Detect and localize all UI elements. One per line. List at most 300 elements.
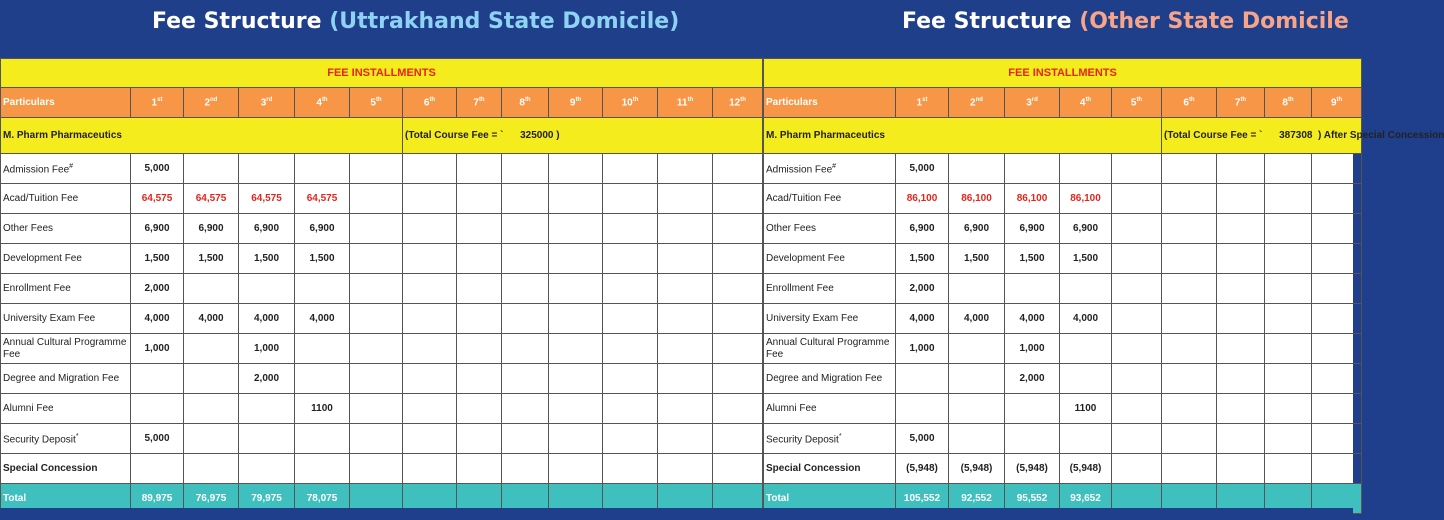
left-heading-subtitle: (Uttrakhand State Domicile)	[329, 9, 680, 34]
fee-row	[1, 454, 763, 484]
fee-value	[502, 394, 549, 424]
installment-suffix: th	[1336, 96, 1343, 103]
fee-value	[1112, 214, 1162, 244]
fee-value	[603, 424, 658, 454]
fee-value	[549, 454, 603, 484]
fee-value	[1217, 244, 1265, 274]
fee-value	[239, 424, 295, 454]
installment-number: 7	[473, 97, 479, 109]
fee-value	[457, 154, 502, 184]
installment-header	[131, 88, 184, 118]
fee-value	[896, 394, 949, 424]
particulars-header: Particulars	[1, 88, 131, 118]
fee-value	[1005, 394, 1060, 424]
fee-value	[658, 274, 713, 304]
fee-value	[713, 394, 763, 424]
course-row	[1, 118, 763, 154]
fee-particular	[1, 214, 131, 244]
fee-value	[549, 244, 603, 274]
fee-particular-label: Other Fees	[3, 222, 54, 234]
fee-value	[1312, 304, 1362, 334]
fee-value	[502, 364, 549, 394]
installment-header	[896, 88, 949, 118]
fee-value	[1265, 184, 1312, 214]
fee-value: 1,500	[239, 244, 295, 274]
installment-suffix: th	[478, 96, 485, 103]
fee-value	[502, 304, 549, 334]
course-name: M. Pharm Pharmaceutics	[764, 118, 1162, 154]
fee-value	[603, 154, 658, 184]
fee-value	[1217, 394, 1265, 424]
installment-number: 3	[1026, 97, 1032, 109]
fee-value: 4,000	[1005, 304, 1060, 334]
installment-header	[603, 88, 658, 118]
installment-number: 5	[370, 97, 376, 109]
fee-value	[295, 334, 350, 364]
fee-row	[1, 274, 763, 304]
fee-value	[350, 304, 403, 334]
fee-value	[713, 304, 763, 334]
fee-value: 64,575	[295, 184, 350, 214]
installment-number: 12	[729, 97, 741, 109]
fee-value: 2,000	[1005, 364, 1060, 394]
fee-row	[1, 214, 763, 244]
fee-particular	[764, 304, 896, 334]
fee-particular	[764, 214, 896, 244]
fee-value	[549, 304, 603, 334]
fee-value	[184, 334, 239, 364]
fee-value	[713, 244, 763, 274]
fee-row	[764, 154, 1362, 184]
fee-value	[457, 454, 502, 484]
fee-value	[1162, 154, 1217, 184]
fee-value	[658, 424, 713, 454]
installment-header	[658, 88, 713, 118]
fee-value	[549, 184, 603, 214]
fee-particular-label: Development Fee	[766, 252, 845, 264]
fee-value: 4,000	[239, 304, 295, 334]
installment-header	[1265, 88, 1312, 118]
fee-value: 4,000	[949, 304, 1005, 334]
fee-particular-label: Acad/Tuition Fee	[3, 192, 79, 204]
fee-value	[1112, 184, 1162, 214]
installment-number: 4	[1079, 97, 1086, 109]
fee-value	[457, 364, 502, 394]
fee-particular	[764, 394, 896, 424]
fee-particular-label: Other Fees	[766, 222, 817, 234]
fee-value	[713, 184, 763, 214]
fee-value	[1312, 394, 1362, 424]
fee-particular-label: Admission Fee	[766, 164, 833, 176]
fee-value	[713, 334, 763, 364]
fee-value	[457, 424, 502, 454]
installment-header	[239, 88, 295, 118]
fee-value	[502, 454, 549, 484]
total-value: 79,975	[239, 484, 295, 514]
fee-row	[764, 274, 1362, 304]
fee-value	[131, 394, 184, 424]
fee-row	[1, 394, 763, 424]
fee-particular	[764, 154, 896, 184]
fee-row	[764, 244, 1362, 274]
fee-value	[1162, 334, 1217, 364]
fee-particular-label: Admission Fee	[3, 164, 70, 176]
installment-number: 2	[204, 97, 211, 109]
fee-value: 5,000	[896, 424, 949, 454]
fee-value	[295, 424, 350, 454]
fee-value	[603, 454, 658, 484]
installment-suffix: th	[632, 96, 639, 103]
fee-value	[1060, 424, 1112, 454]
fee-value	[1265, 454, 1312, 484]
fee-row	[1, 334, 763, 364]
fee-particular	[1, 424, 131, 454]
installment-number: 9	[1330, 97, 1337, 109]
fee-value	[1312, 334, 1362, 364]
fee-row	[1, 184, 763, 214]
fee-value	[1112, 334, 1162, 364]
fee-value	[713, 154, 763, 184]
installment-suffix: st	[157, 96, 163, 103]
header-row	[764, 88, 1362, 118]
fee-value	[1217, 214, 1265, 244]
fee-value	[1312, 274, 1362, 304]
fee-value	[295, 154, 350, 184]
fee-value	[896, 364, 949, 394]
fee-row	[764, 184, 1362, 214]
fee-value	[1312, 184, 1362, 214]
fee-value	[1005, 424, 1060, 454]
installment-suffix: th	[1287, 96, 1294, 103]
fee-value	[603, 214, 658, 244]
total-value: 95,552	[1005, 484, 1060, 514]
installment-suffix: th	[687, 96, 694, 103]
fee-value	[1060, 274, 1112, 304]
fee-value	[1265, 214, 1312, 244]
fee-value	[1005, 274, 1060, 304]
fee-value	[1265, 244, 1312, 274]
fee-value: 86,100	[1060, 184, 1112, 214]
left-heading-title: Fee Structure	[152, 9, 322, 34]
fee-value: 1,500	[1060, 244, 1112, 274]
fee-row	[764, 214, 1362, 244]
fee-value	[1312, 364, 1362, 394]
fee-value: 6,900	[896, 214, 949, 244]
fee-value: 6,900	[949, 214, 1005, 244]
fee-value	[1312, 244, 1362, 274]
installments-label: FEE INSTALLMENTS	[764, 59, 1362, 88]
installment-suffix: th	[321, 96, 328, 103]
page-header	[0, 0, 1353, 55]
fee-value: (5,948)	[896, 454, 949, 484]
fee-row	[1, 154, 763, 184]
installment-suffix: th	[375, 96, 382, 103]
fee-value	[1217, 424, 1265, 454]
installment-suffix: th	[1240, 96, 1247, 103]
fee-value	[1060, 154, 1112, 184]
total-value: 78,075	[295, 484, 350, 514]
installment-number: 5	[1130, 97, 1137, 109]
fee-value: 64,575	[239, 184, 295, 214]
fee-value	[1162, 424, 1217, 454]
right-heading-subtitle: (Other State Domicile	[1079, 9, 1349, 34]
fee-value: 64,575	[184, 184, 239, 214]
fee-particular-label: University Exam Fee	[3, 312, 96, 324]
fee-value	[1112, 304, 1162, 334]
fee-value	[1162, 454, 1217, 484]
fee-value	[1217, 304, 1265, 334]
fee-value	[350, 274, 403, 304]
fee-value: 86,100	[1005, 184, 1060, 214]
fee-value	[350, 214, 403, 244]
fee-value	[295, 364, 350, 394]
fee-value: 1,000	[896, 334, 949, 364]
fee-value	[1217, 364, 1265, 394]
fee-value	[949, 424, 1005, 454]
fee-value: 4,000	[1060, 304, 1112, 334]
fee-value: (5,948)	[1060, 454, 1112, 484]
installment-suffix: nd	[210, 96, 218, 103]
fee-value	[1312, 154, 1362, 184]
total-course-fee: (Total Course Fee = ` 325000 )	[403, 118, 763, 154]
fee-value	[549, 424, 603, 454]
fee-value	[1162, 394, 1217, 424]
fee-value	[403, 364, 457, 394]
fee-value	[350, 424, 403, 454]
fee-row	[764, 364, 1362, 394]
fee-value	[1312, 214, 1362, 244]
left-table	[0, 58, 763, 514]
fee-value	[658, 244, 713, 274]
fee-value	[350, 184, 403, 214]
fee-value	[457, 334, 502, 364]
fee-value	[350, 364, 403, 394]
installment-header	[1217, 88, 1265, 118]
fee-row	[764, 394, 1362, 424]
installments-row	[764, 59, 1362, 88]
fee-value	[502, 274, 549, 304]
fee-value	[502, 214, 549, 244]
fee-value	[603, 244, 658, 274]
fee-value	[457, 244, 502, 274]
installment-suffix: th	[429, 96, 436, 103]
fee-value	[403, 334, 457, 364]
total-value: 76,975	[184, 484, 239, 514]
fee-value	[1112, 364, 1162, 394]
fee-value	[658, 454, 713, 484]
fee-particular	[764, 364, 896, 394]
fee-value	[403, 184, 457, 214]
fee-value	[603, 334, 658, 364]
fee-row	[764, 304, 1362, 334]
installment-suffix: th	[1085, 96, 1092, 103]
fee-value	[1060, 334, 1112, 364]
fee-value: 6,900	[131, 214, 184, 244]
fee-value: 2,000	[239, 364, 295, 394]
fee-value	[403, 454, 457, 484]
fee-value	[403, 154, 457, 184]
right-fee-table-panel	[763, 58, 1444, 518]
fee-value: 4,000	[184, 304, 239, 334]
fee-particular-label: Development Fee	[3, 252, 82, 264]
fee-value	[1265, 154, 1312, 184]
fee-value	[457, 184, 502, 214]
fee-value: 1,000	[131, 334, 184, 364]
fee-particular	[1, 364, 131, 394]
fee-value	[1265, 334, 1312, 364]
fee-value	[603, 304, 658, 334]
fee-value	[131, 364, 184, 394]
fee-value	[1217, 454, 1265, 484]
fee-value	[239, 274, 295, 304]
fee-value	[549, 154, 603, 184]
fee-value: 6,900	[239, 214, 295, 244]
fee-value	[1162, 184, 1217, 214]
fee-value	[1162, 364, 1217, 394]
installment-suffix: th	[575, 96, 582, 103]
installment-header	[1162, 88, 1217, 118]
fee-value	[457, 214, 502, 244]
total-value: 92,552	[949, 484, 1005, 514]
fee-particular	[1, 334, 131, 364]
fee-value: 64,575	[131, 184, 184, 214]
fee-value	[1217, 334, 1265, 364]
fee-value	[295, 454, 350, 484]
fee-value	[1217, 274, 1265, 304]
installment-suffix: nd	[975, 96, 983, 103]
fee-value	[549, 364, 603, 394]
fee-particular-label: Enrollment Fee	[766, 282, 834, 294]
fee-value: 1,000	[239, 334, 295, 364]
left-heading	[152, 9, 679, 34]
fee-value	[502, 424, 549, 454]
fee-value	[549, 214, 603, 244]
fee-particular-mark: *	[838, 432, 842, 440]
fee-value	[1312, 424, 1362, 454]
fee-particular-label: Security Deposit	[766, 434, 839, 446]
fee-value: 1,500	[295, 244, 350, 274]
fee-particular	[1, 244, 131, 274]
fee-value	[1005, 154, 1060, 184]
fee-particular	[1, 274, 131, 304]
fee-value	[1112, 454, 1162, 484]
installment-number: 9	[569, 97, 576, 109]
installment-number: 6	[1183, 97, 1189, 109]
fee-particular	[764, 274, 896, 304]
fee-value: 1,500	[184, 244, 239, 274]
fee-value: 86,100	[949, 184, 1005, 214]
installment-header	[1312, 88, 1362, 118]
fee-value	[1265, 304, 1312, 334]
installment-suffix: rd	[1031, 96, 1038, 103]
left-fee-table-panel	[0, 58, 763, 518]
fee-value	[239, 454, 295, 484]
fee-value	[1265, 394, 1312, 424]
bottom-band	[0, 508, 1353, 520]
fee-row	[764, 334, 1362, 364]
installment-number: 7	[1234, 97, 1241, 109]
fee-value: 4,000	[896, 304, 949, 334]
fee-value	[658, 184, 713, 214]
fee-value: 1,500	[1005, 244, 1060, 274]
fee-particular	[1, 304, 131, 334]
fee-value	[713, 454, 763, 484]
installment-header	[502, 88, 549, 118]
fee-value	[658, 364, 713, 394]
total-value: 89,975	[131, 484, 184, 514]
fee-particular-label: University Exam Fee	[766, 312, 859, 324]
installment-number: 8	[1282, 97, 1288, 109]
installment-header	[184, 88, 239, 118]
fee-row	[1, 244, 763, 274]
fee-value	[1265, 274, 1312, 304]
fee-value	[184, 424, 239, 454]
fee-value	[350, 394, 403, 424]
fee-particular	[764, 424, 896, 454]
fee-particular-label: Degree and Migration Fee	[3, 372, 120, 384]
fee-value	[1112, 394, 1162, 424]
fee-row	[1, 364, 763, 394]
fee-particular-label: Special Concession	[3, 462, 98, 474]
fee-value	[457, 394, 502, 424]
total-course-fee: (Total Course Fee = ` 387308 ) After Special Concession	[1162, 118, 1362, 154]
fee-particular-label: Annual Cultural Programme Fee	[766, 336, 890, 360]
fee-value	[403, 394, 457, 424]
fee-value	[658, 394, 713, 424]
right-heading	[902, 9, 1349, 34]
fee-value	[502, 184, 549, 214]
course-name: M. Pharm Pharmaceutics	[1, 118, 403, 154]
fee-value	[350, 334, 403, 364]
installment-number: 6	[423, 97, 430, 109]
fee-value: (5,948)	[1005, 454, 1060, 484]
fee-value	[949, 154, 1005, 184]
total-label: Total	[1, 484, 131, 514]
total-label: Total	[764, 484, 896, 514]
fee-value	[658, 334, 713, 364]
fee-particular-label: Alumni Fee	[766, 402, 817, 414]
installments-label: FEE INSTALLMENTS	[1, 59, 763, 88]
fee-value: 4,000	[131, 304, 184, 334]
fee-value: 1,000	[1005, 334, 1060, 364]
fee-particular	[1, 154, 131, 184]
fee-value	[239, 394, 295, 424]
installment-header	[1112, 88, 1162, 118]
right-table	[763, 58, 1444, 514]
fee-particular	[764, 184, 896, 214]
fee-value	[603, 394, 658, 424]
fee-particular	[764, 454, 896, 484]
fee-value	[1162, 214, 1217, 244]
fee-value: 1,500	[949, 244, 1005, 274]
fee-value	[549, 274, 603, 304]
fee-value	[949, 394, 1005, 424]
total-value: 93,652	[1060, 484, 1112, 514]
fee-value	[1312, 454, 1362, 484]
fee-particular-label: Security Deposit	[3, 434, 76, 446]
fee-value	[502, 334, 549, 364]
fee-particular	[1, 394, 131, 424]
fee-value	[295, 274, 350, 304]
fee-value	[1217, 184, 1265, 214]
fee-row	[1, 424, 763, 454]
installment-suffix: th	[524, 96, 531, 103]
fee-particular	[764, 334, 896, 364]
particulars-header: Particulars	[764, 88, 896, 118]
fee-value	[184, 154, 239, 184]
fee-row	[1, 304, 763, 334]
fee-value	[1162, 274, 1217, 304]
